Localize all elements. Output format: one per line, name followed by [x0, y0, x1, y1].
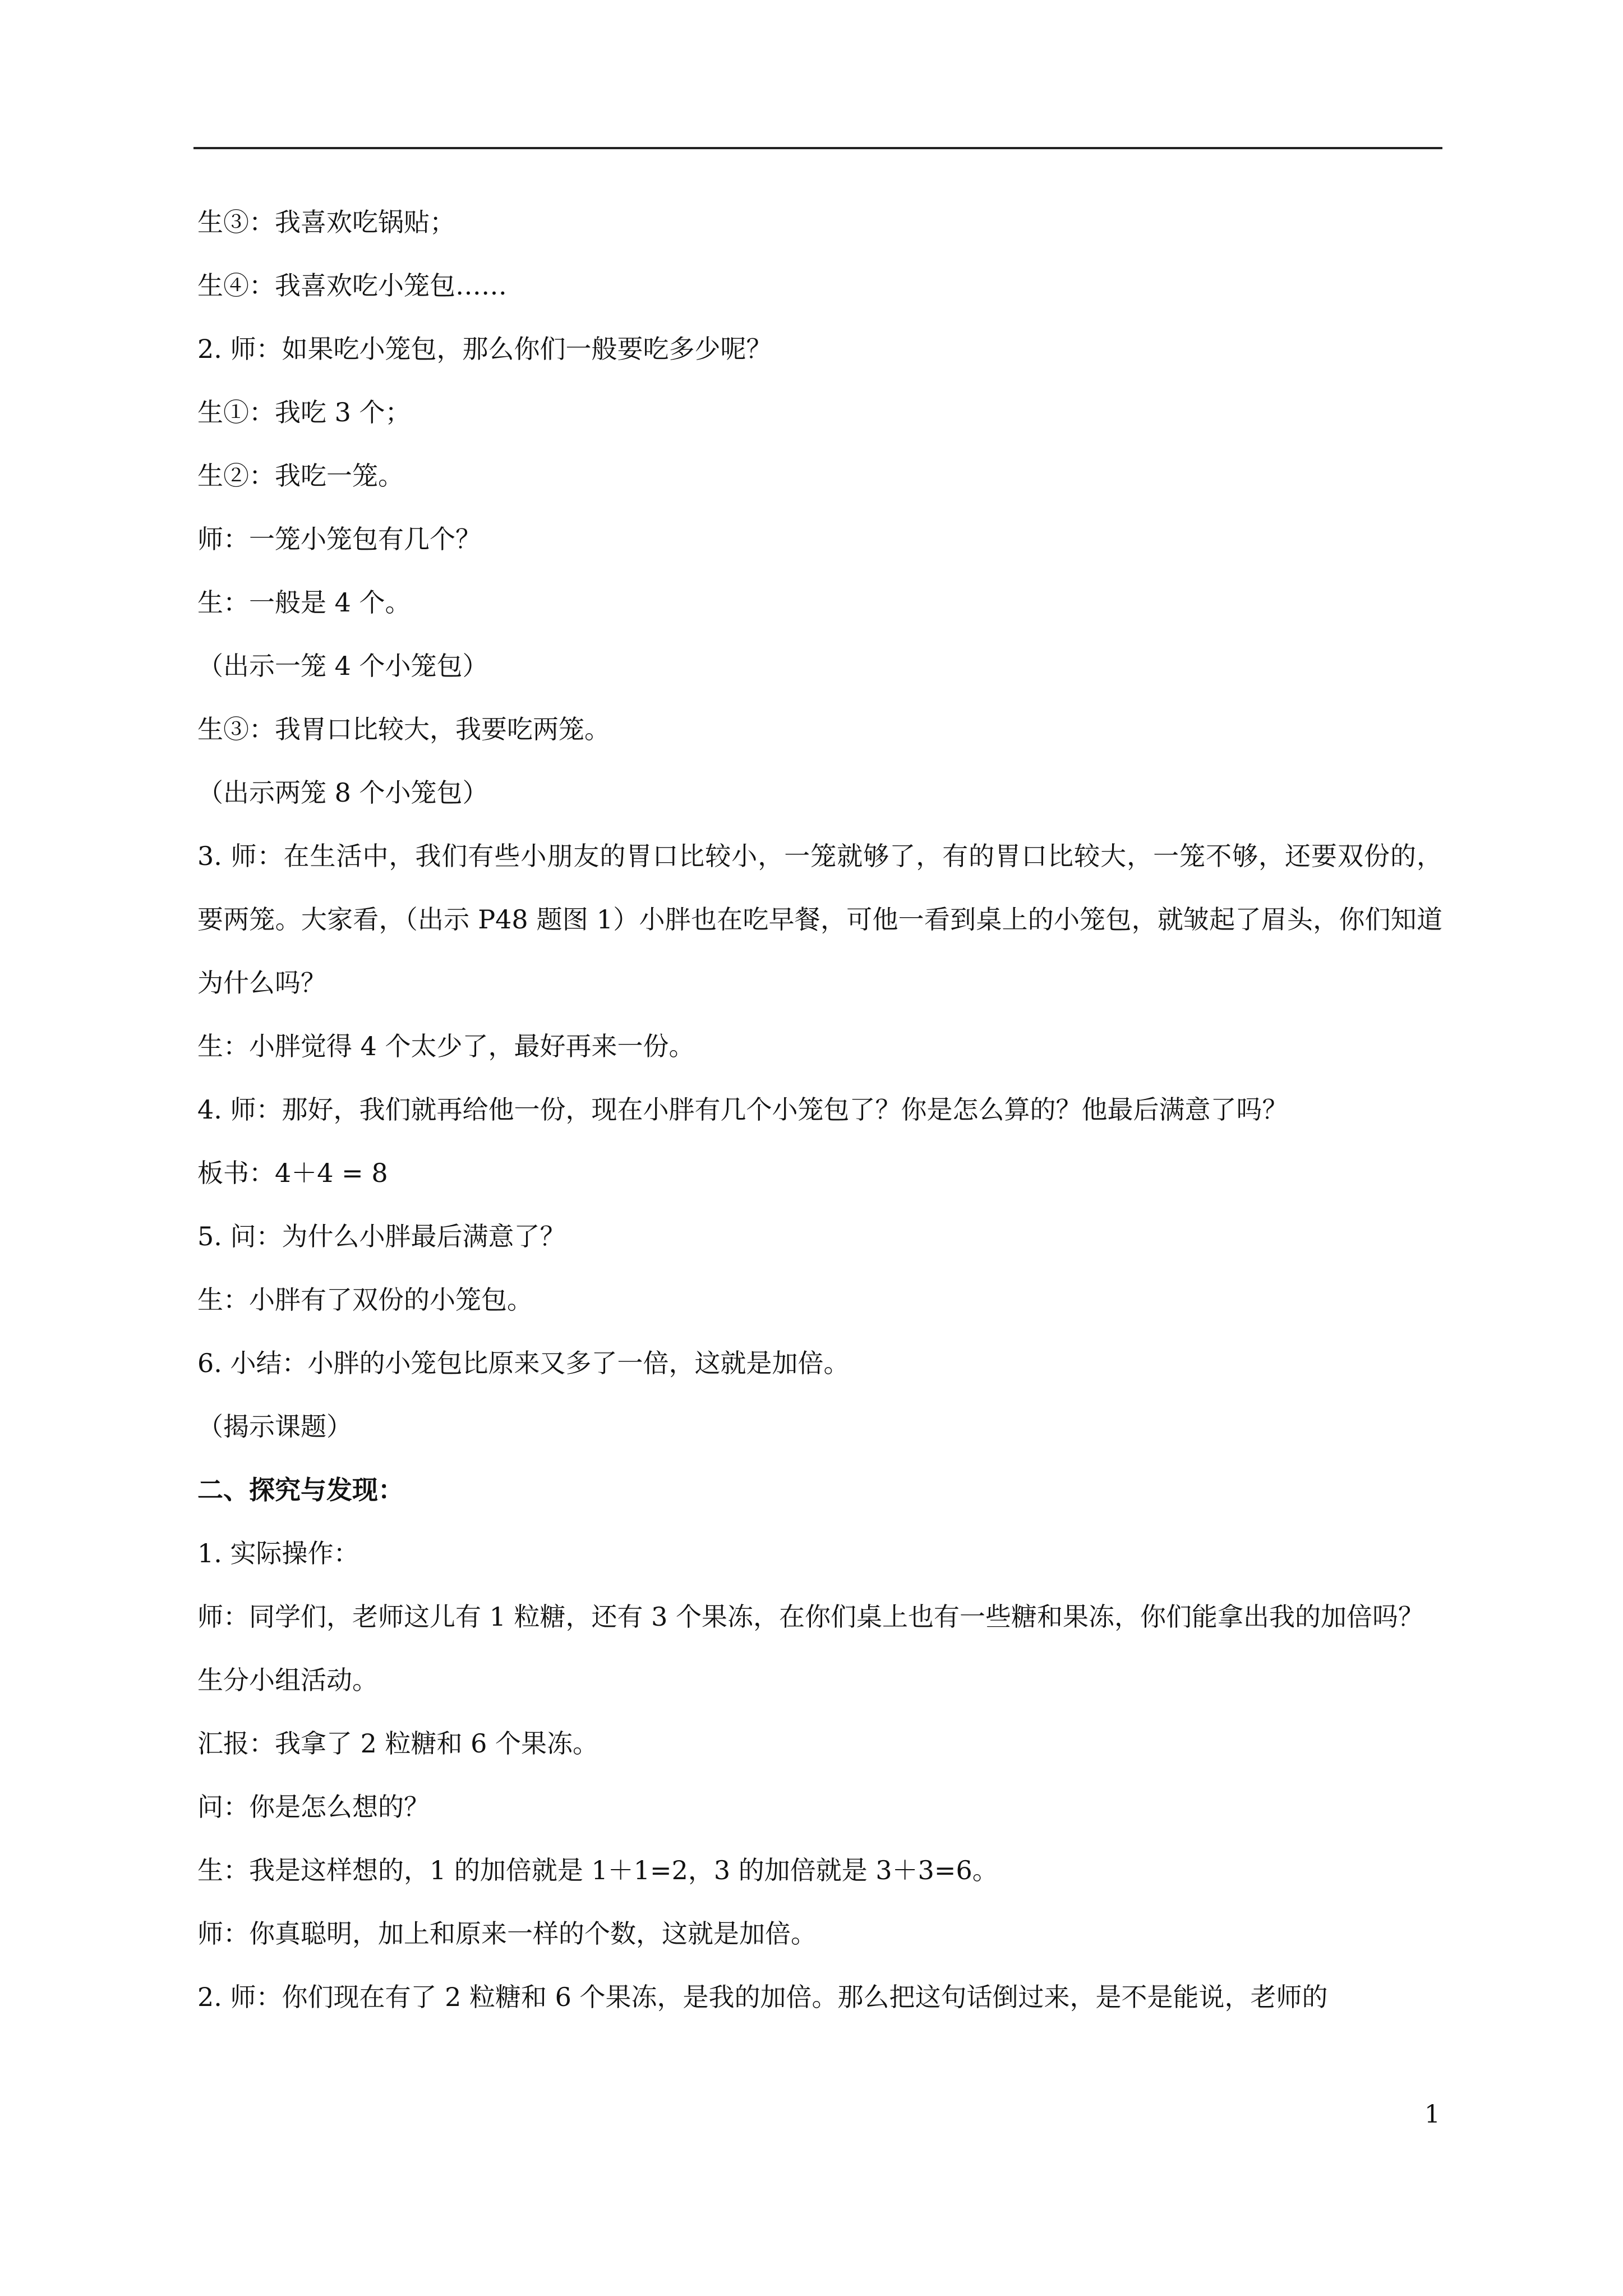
paragraph: （揭示课题）	[197, 1411, 352, 1442]
paragraph: 2. 师：你们现在有了 2 粒糖和 6 个果冻，是我的加倍。那么把这句话倒过来，是不是能说，老师的	[197, 1982, 1328, 2012]
paragraph: 生分小组活动。	[197, 1665, 378, 1695]
page-number: 1	[1424, 2100, 1440, 2129]
document-body	[197, 191, 1442, 2029]
paragraph: 3. 师：在生活中，我们有些小朋友的胃口比较小，一笼就够了，有的胃口比较大，一笼不够，还要双份的，要两笼。大家看，（出示 P48 题图 1）小胖也在吃早餐，可他一看到桌上的小笼包，就皱起了眉头，你们知道为什么吗？	[197, 841, 1442, 998]
paragraph: 师：同学们，老师这儿有 1 粒糖，还有 3 个果冻，在你们桌上也有一些糖和果冻，你们能拿出我的加倍吗？	[197, 1602, 1424, 1632]
paragraph: 问：你是怎么想的？	[197, 1792, 430, 1822]
paragraph: 5. 问：为什么小胖最后满意了？	[197, 1221, 566, 1251]
paragraph: 生：一般是 4 个。	[197, 587, 411, 618]
paragraph: 4. 师：那好，我们就再给他一份，现在小胖有几个小笼包了？你是怎么算的？他最后满意了吗？	[197, 1094, 1288, 1125]
section-heading: 二、探究与发现：	[197, 1475, 404, 1505]
paragraph: 生④：我喜欢吃小笼包……	[197, 270, 507, 301]
paragraph: （出示一笼 4 个小笼包）	[197, 651, 488, 681]
paragraph: 生：小胖有了双份的小笼包。	[197, 1285, 533, 1315]
paragraph: 生：小胖觉得 4 个太少了，最好再来一份。	[197, 1031, 695, 1061]
paragraph: 生②：我吃一笼。	[197, 461, 404, 491]
paragraph: 生①：我吃 3 个；	[197, 397, 411, 427]
header-rule	[193, 147, 1442, 149]
paragraph: 生：我是这样想的，1 的加倍就是 1＋1=2，3 的加倍就是 3＋3=6。	[197, 1855, 998, 1885]
paragraph: 6. 小结：小胖的小笼包比原来又多了一倍，这就是加倍。	[197, 1348, 850, 1378]
paragraph: （出示两笼 8 个小笼包）	[197, 777, 488, 808]
paragraph: 1. 实际操作：	[197, 1538, 359, 1568]
paragraph: 汇报：我拿了 2 粒糖和 6 个果冻。	[197, 1728, 599, 1759]
paragraph: 师：一笼小笼包有几个？	[197, 524, 481, 554]
paragraph: 板书：4＋4 = 8	[197, 1158, 388, 1188]
paragraph: 生③：我胃口比较大，我要吃两笼。	[197, 714, 610, 744]
paragraph: 师：你真聪明，加上和原来一样的个数，这就是加倍。	[197, 1918, 817, 1949]
paragraph: 2. 师：如果吃小笼包，那么你们一般要吃多少呢？	[197, 334, 772, 364]
paragraph: 生③：我喜欢吃锅贴；	[197, 207, 455, 237]
